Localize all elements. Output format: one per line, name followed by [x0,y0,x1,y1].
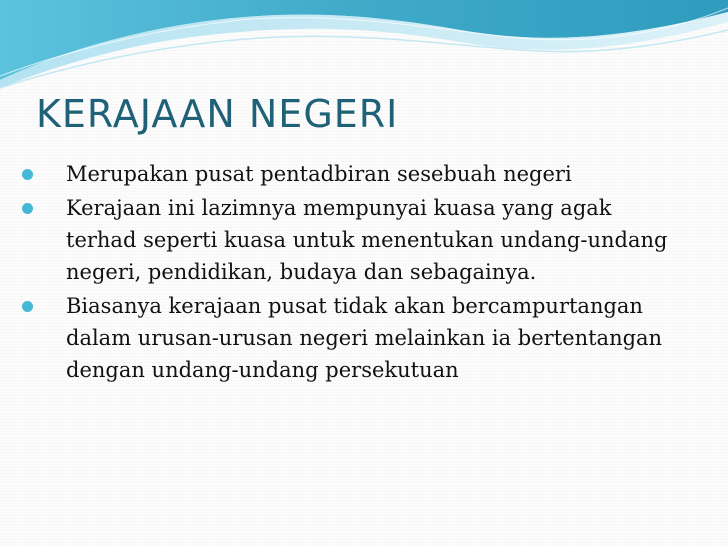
bullet-list [20,158,680,388]
bullet-item [20,290,680,386]
bullet-text: Merupakan pusat pentadbiran sesebuah negeri [66,162,572,186]
header-wave-decoration [0,0,728,90]
bullet-dot-icon [22,203,33,214]
bullet-item [20,192,680,288]
bullet-text: Biasanya kerajaan pusat tidak akan bercampurtangan dalam urusan-urusan negeri melainkan ia bertentangan dengan undang-undang persekutuan [66,294,663,382]
bullet-dot-icon [22,301,33,312]
bullet-item [20,158,680,190]
bullet-dot-icon [22,169,33,180]
bullet-text: Kerajaan ini lazimnya mempunyai kuasa yang agak terhad seperti kuasa untuk menentukan undang-undang negeri, pendidikan, budaya dan sebagainya. [66,196,668,284]
slide-title: KERAJAAN NEGERI [36,92,399,136]
